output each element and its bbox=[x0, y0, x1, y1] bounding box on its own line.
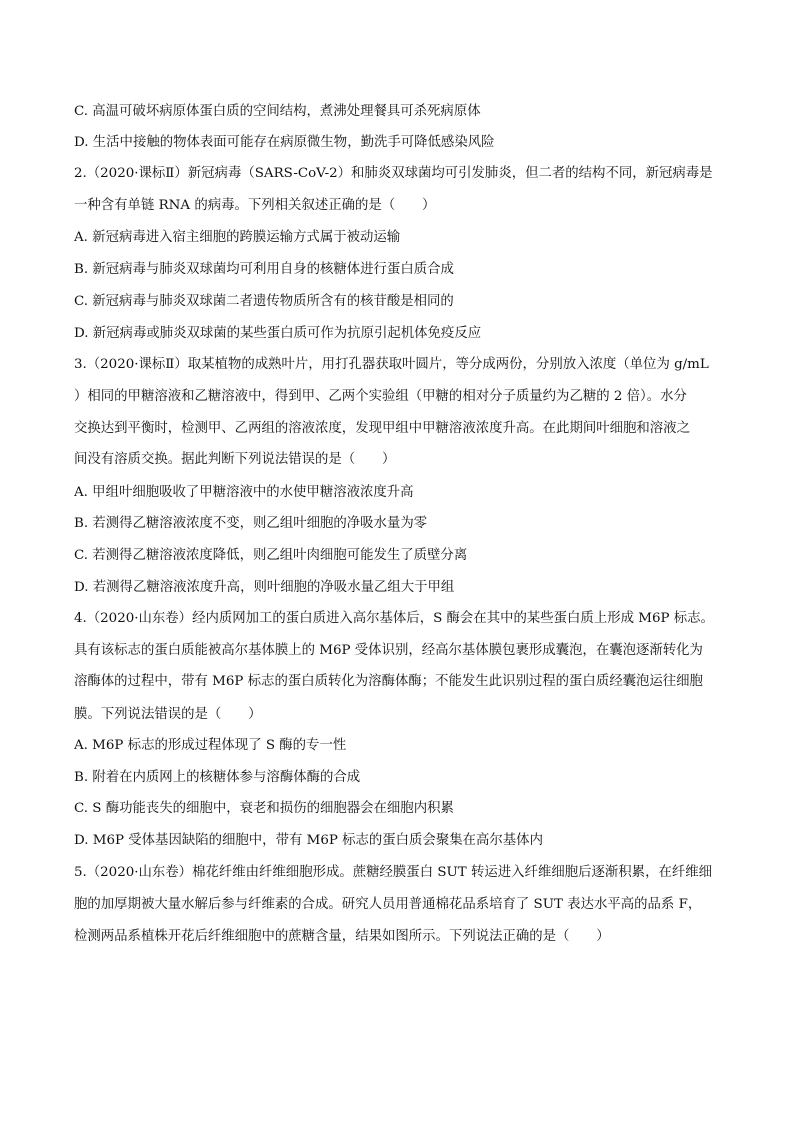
question-3-stem-line-2: ）相同的甲糖溶液和乙糖溶液中，得到甲、乙两个实验组（甲糖的相对分子质量约为乙糖的 2 倍）。水分 bbox=[74, 389, 687, 404]
question-2-stem-line-1: 2.（2020·课标Ⅱ）新冠病毒（SARS-CoV-2）和肺炎双球菌均可引发肺炎，但二者的结构不同，新冠病毒是 bbox=[74, 166, 713, 181]
option-b-q2: B. 新冠病毒与肺炎双球菌均可利用自身的核糖体进行蛋白质合成 bbox=[74, 262, 454, 277]
option-b-q4: B. 附着在内质网上的核糖体参与溶酶体酶的合成 bbox=[74, 770, 361, 785]
option-d-q4: D. M6P 受体基因缺陷的细胞中，带有 M6P 标志的蛋白质会聚集在高尔基体内 bbox=[74, 833, 543, 848]
question-4-stem-line-1: 4.（2020·山东卷）经内质网加工的蛋白质进入高尔基体后，S 酶会在其中的某些蛋白质上形成 M6P 标志。 bbox=[74, 611, 714, 626]
option-d-q2: D. 新冠病毒或肺炎双球菌的某些蛋白质可作为抗原引起机体免疫反应 bbox=[74, 326, 482, 341]
option-b-q3: B. 若测得乙糖溶液浓度不变，则乙组叶细胞的净吸水量为零 bbox=[74, 516, 428, 531]
question-5-stem-line-1: 5.（2020·山东卷）棉花纤维由纤维细胞形成。蔗糖经膜蛋白 SUT 转运进入纤维细胞后逐渐积累，在纤维细 bbox=[74, 865, 713, 880]
question-3-stem-line-4: 间没有溶质交换。据此判断下列说法错误的是（ ） bbox=[74, 452, 396, 467]
option-c-q4: C. S 酶功能丧失的细胞中，衰老和损伤的细胞器会在细胞内积累 bbox=[74, 801, 454, 816]
question-4-stem-line-3: 溶酶体的过程中，带有 M6P 标志的蛋白质转化为溶酶体酶；不能发生此识别过程的蛋白质经囊泡运往细胞 bbox=[74, 674, 703, 689]
question-4-stem-line-2: 具有该标志的蛋白质能被高尔基体膜上的 M6P 受体识别，经高尔基体膜包裹形成囊泡，在囊泡逐渐转化为 bbox=[74, 643, 703, 658]
option-d-q1: D. 生活中接触的物体表面可能存在病原微生物，勤洗手可降低感染风险 bbox=[74, 135, 495, 150]
option-a-q3: A. 甲组叶细胞吸收了甲糖溶液中的水使甲糖溶液浓度升高 bbox=[74, 485, 414, 500]
question-2-stem-line-2: 一种含有单链 RNA 的病毒。下列相关叙述正确的是（ ） bbox=[74, 198, 436, 213]
option-c-q3: C. 若测得乙糖溶液浓度降低，则乙组叶肉细胞可能发生了质壁分离 bbox=[74, 548, 468, 563]
option-a-q2: A. 新冠病毒进入宿主细胞的跨膜运输方式属于被动运输 bbox=[74, 230, 401, 245]
option-c-q2: C. 新冠病毒与肺炎双球菌二者遗传物质所含有的核苷酸是相同的 bbox=[74, 294, 454, 309]
option-d-q3: D. 若测得乙糖溶液浓度升高，则叶细胞的净吸水量乙组大于甲组 bbox=[74, 580, 455, 595]
question-3-stem-line-3: 交换达到平衡时，检测甲、乙两组的溶液浓度，发现甲组中甲糖溶液浓度升高。在此期间叶细胞和溶液之 bbox=[74, 421, 690, 436]
question-4-stem-line-4: 膜。下列说法错误的是（ ） bbox=[74, 707, 262, 722]
question-5-stem-line-3: 检测两品系植株开花后纤维细胞中的蔗糖含量，结果如图所示。下列说法正确的是（ ） bbox=[74, 929, 610, 944]
question-5-stem-line-2: 胞的加厚期被大量水解后参与纤维素的合成。研究人员用普通棉花品系培育了 SUT 表达水平高的品系 F， bbox=[74, 897, 702, 912]
option-c-q1: C. 高温可破坏病原体蛋白质的空间结构，煮沸处理餐具可杀死病原体 bbox=[74, 104, 481, 119]
option-a-q4: A. M6P 标志的形成过程体现了 S 酶的专一性 bbox=[74, 738, 347, 753]
question-3-stem-line-1: 3.（2020·课标Ⅱ）取某植物的成熟叶片，用打孔器获取叶圆片，等分成两份，分别放入浓度（单位为 g/mL bbox=[74, 357, 709, 372]
